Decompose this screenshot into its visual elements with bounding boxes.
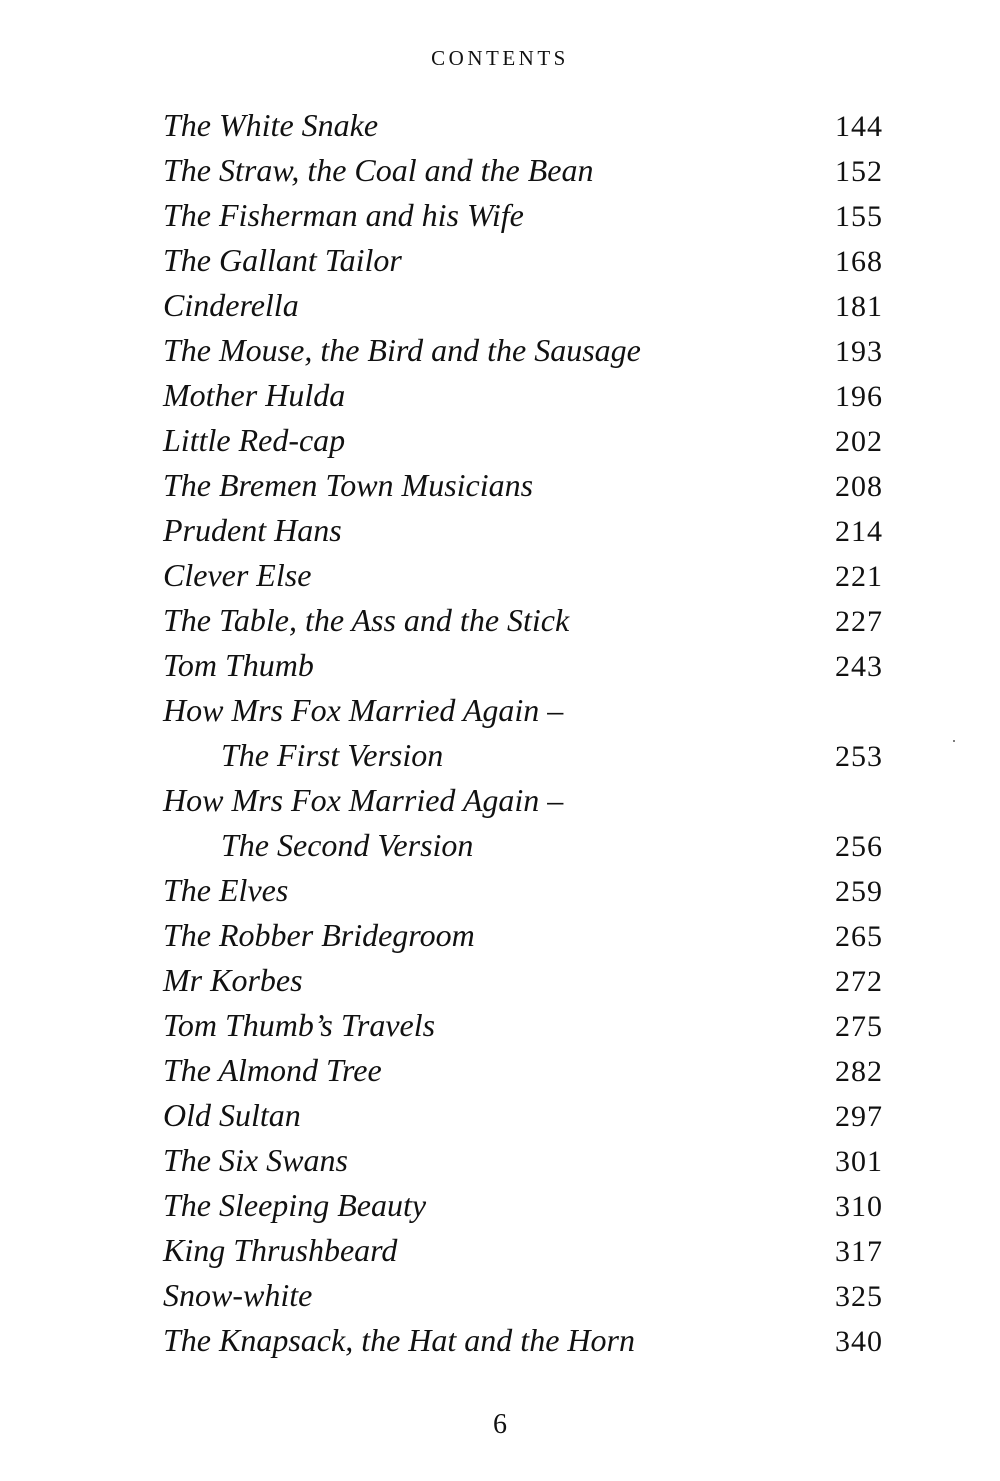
toc-entry [163, 1183, 883, 1228]
toc-entry [163, 103, 883, 148]
toc-entry-title: Mr Korbes [163, 962, 303, 998]
toc-entry [163, 463, 883, 508]
toc-entry [163, 1138, 883, 1183]
toc-entry [163, 193, 883, 238]
toc-entry-page: 227 [835, 605, 883, 638]
toc-entry-title: Cinderella [163, 287, 299, 323]
toc-entry-page: 310 [835, 1190, 883, 1223]
toc-entry-title: Clever Else [163, 557, 312, 593]
toc-entry [163, 373, 883, 418]
toc-entry [163, 643, 883, 688]
toc-entry-title: King Thrushbeard [163, 1232, 398, 1268]
toc-entry [163, 328, 883, 373]
toc-entry-title: Tom Thumb [163, 647, 314, 683]
toc-entry [163, 1318, 883, 1363]
toc-entry-title: The Six Swans [163, 1142, 348, 1178]
toc-entry-page: 144 [835, 110, 883, 143]
toc-entry-title: Little Red-cap [163, 422, 346, 458]
toc-entry-title: The Gallant Tailor [163, 242, 402, 278]
toc-entry [163, 553, 883, 598]
toc-entry [163, 688, 883, 778]
toc-entry-page: 152 [835, 155, 883, 188]
toc-entry [163, 868, 883, 913]
toc-entry-title: The Robber Bridegroom [163, 917, 475, 953]
toc-entry-page: 214 [835, 515, 883, 548]
toc-entry [163, 508, 883, 553]
toc-entry-title: The Sleeping Beauty [163, 1187, 427, 1223]
toc-entry-page: 317 [835, 1235, 883, 1268]
toc-entry [163, 418, 883, 463]
toc-entry-page: 259 [835, 875, 883, 908]
toc-entry-title: Old Sultan [163, 1097, 301, 1133]
toc-entry [163, 1273, 883, 1318]
toc-entry [163, 778, 883, 868]
toc-entry-page: 193 [835, 335, 883, 368]
toc-entry-page: 256 [835, 830, 883, 863]
toc-entry-page: 297 [835, 1100, 883, 1133]
toc-entry-page: 168 [835, 245, 883, 278]
toc-entry-title: The Straw, the Coal and the Bean [163, 152, 594, 188]
toc-entry [163, 148, 883, 193]
toc-entry-page: 202 [835, 425, 883, 458]
toc-entry-page: 282 [835, 1055, 883, 1088]
toc-entry-page: 325 [835, 1280, 883, 1313]
toc-entry-page: 253 [835, 740, 883, 773]
toc-entry-title: The Bremen Town Musicians [163, 467, 534, 503]
toc-entry-title: Mother Hulda [163, 377, 346, 413]
toc-entry [163, 913, 883, 958]
toc-entry-title: The Fisherman and his Wife [163, 197, 524, 233]
toc-entry-title: The Almond Tree [163, 1052, 382, 1088]
toc-entry [163, 598, 883, 643]
toc-entry-title: How Mrs Fox Married Again – [163, 782, 564, 818]
page-number: 6 [493, 1409, 507, 1440]
toc-entry-page: 272 [835, 965, 883, 998]
toc-entry-title: The White Snake [163, 107, 379, 143]
toc-entry [163, 283, 883, 328]
toc-entry-page: 340 [835, 1325, 883, 1358]
toc-entry-page: 265 [835, 920, 883, 953]
toc-entry-page: 243 [835, 650, 883, 683]
toc-entry-page: 275 [835, 1010, 883, 1043]
toc-entry-title: Snow-white [163, 1277, 313, 1313]
toc-entry-title: How Mrs Fox Married Again – [163, 692, 564, 728]
toc-entry [163, 1003, 883, 1048]
table-of-contents [163, 103, 883, 1363]
toc-entry-title: The Table, the Ass and the Stick [163, 602, 570, 638]
toc-entry-page: 196 [835, 380, 883, 413]
toc-entry-subtitle: The Second Version [221, 827, 474, 863]
toc-entry-subtitle: The First Version [221, 737, 444, 773]
toc-entry-page: 221 [835, 560, 883, 593]
toc-entry-title: The Elves [163, 872, 289, 908]
toc-entry-title: Tom Thumb’s Travels [163, 1007, 436, 1043]
toc-entry [163, 1093, 883, 1138]
toc-entry [163, 1048, 883, 1093]
toc-entry-page: 181 [835, 290, 883, 323]
toc-entry-page: 155 [835, 200, 883, 233]
toc-entry-title: Prudent Hans [163, 512, 342, 548]
toc-entry-title: The Knapsack, the Hat and the Horn [163, 1322, 635, 1358]
scan-speck [953, 740, 955, 742]
toc-entry-page: 301 [835, 1145, 883, 1178]
toc-entry-title: The Mouse, the Bird and the Sausage [163, 332, 641, 368]
toc-entry [163, 958, 883, 1003]
page-header: CONTENTS [431, 46, 569, 70]
toc-entry [163, 238, 883, 283]
toc-entry [163, 1228, 883, 1273]
toc-entry-page: 208 [835, 470, 883, 503]
